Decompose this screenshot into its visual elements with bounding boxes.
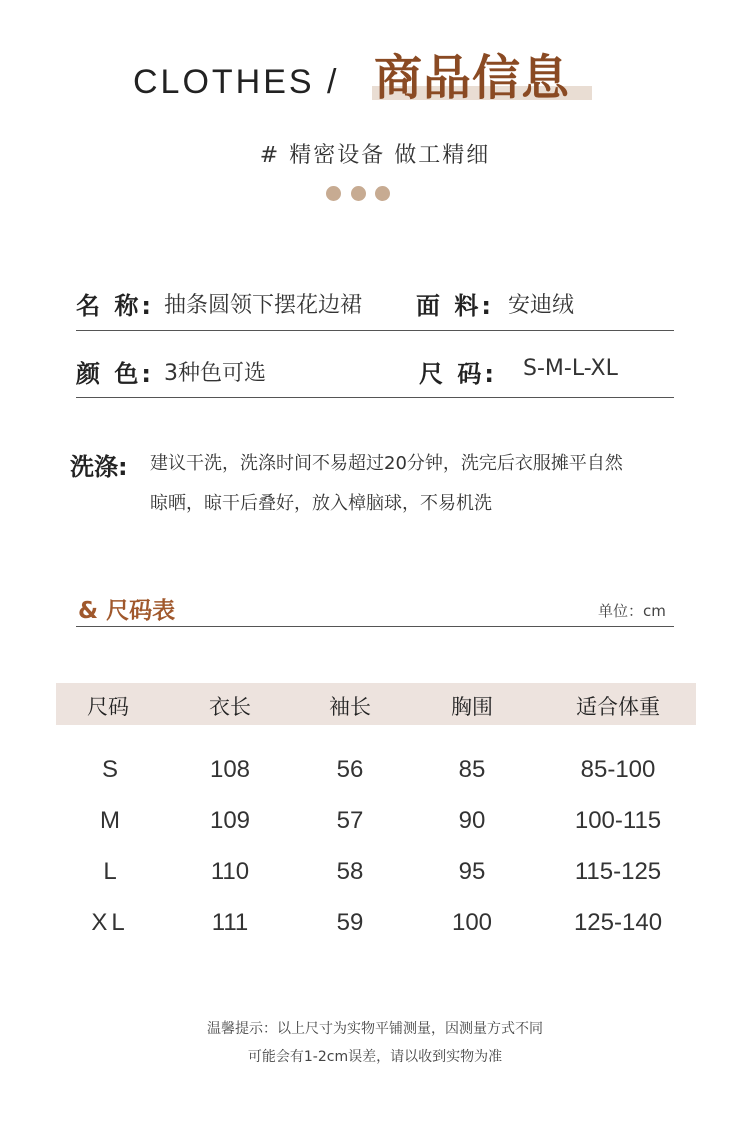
- wash-line-1: 建议干洗，洗涤时间不易超过20分钟，洗完后衣服摊平自然: [150, 453, 623, 474]
- subtitle: # 精密设备 做工精细: [259, 143, 491, 168]
- fabric-label: 面 料:: [416, 292, 494, 320]
- note-line-1: 温馨提示：以上尺寸为实物平铺测量，因测量方式不同: [207, 1021, 543, 1037]
- unit-label: 单位：cm: [598, 602, 666, 620]
- table-cell: 115-125: [574, 858, 662, 885]
- title-chinese: 商品信息: [374, 50, 571, 106]
- table-cell: 56: [336, 756, 364, 783]
- table-cell: 59: [336, 909, 364, 936]
- color-value: 3种色可选: [164, 361, 266, 386]
- fabric-value: 安迪绒: [508, 293, 575, 318]
- table-cell: 58: [336, 858, 364, 885]
- name-value: 抽条圆领下摆花边裙: [164, 293, 363, 318]
- header-cell: 适合体重: [576, 695, 660, 719]
- table-cell: XL: [91, 909, 129, 936]
- table-cell: 100-115: [574, 807, 662, 834]
- table-cell: 85: [458, 756, 486, 783]
- table-cell: 109: [209, 807, 251, 834]
- title-english: CLOTHES /: [133, 63, 340, 101]
- header-cell: 尺码: [87, 695, 129, 719]
- header-cell: 袖长: [329, 695, 371, 719]
- table-cell: 95: [458, 858, 486, 885]
- table-cell: 108: [209, 756, 251, 783]
- wash-line-2: 晾晒，晾干后叠好，放入樟脑球，不易机洗: [150, 493, 492, 514]
- header-cell: 胸围: [451, 695, 493, 719]
- color-label: 颜 色:: [76, 360, 154, 388]
- note-line-2: 可能会有1-2cm误差，请以收到实物为准: [247, 1049, 503, 1065]
- table-cell: S: [101, 756, 119, 783]
- size-value: S-M-L-XL: [523, 356, 618, 381]
- table-cell: 90: [458, 807, 486, 834]
- table-cell: M: [100, 807, 120, 834]
- table-cell: 57: [336, 807, 364, 834]
- size-table-title: & 尺码表: [78, 598, 176, 624]
- table-cell: L: [103, 858, 117, 885]
- table-cell: 125-140: [573, 909, 663, 936]
- wash-label: 洗涤:: [70, 453, 128, 481]
- table-cell: 110: [210, 858, 250, 885]
- name-label: 名 称:: [76, 292, 154, 320]
- size-label: 尺 码:: [419, 360, 497, 388]
- table-cell: 100: [451, 909, 493, 936]
- table-cell: 85-100: [580, 756, 656, 783]
- table-cell: 111: [211, 909, 249, 936]
- header-cell: 衣长: [209, 695, 251, 719]
